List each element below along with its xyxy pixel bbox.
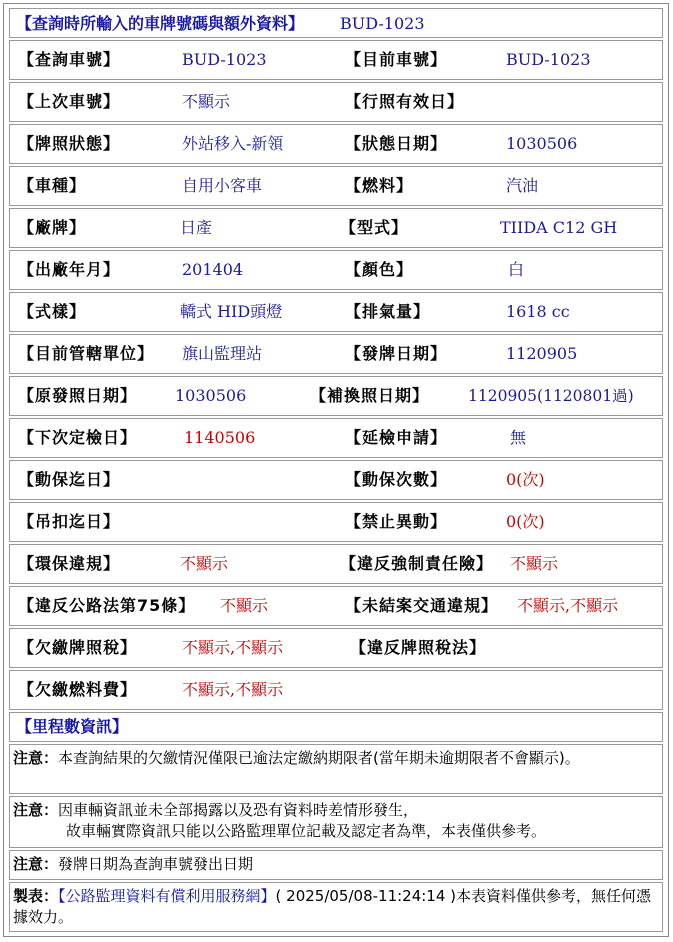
label: 【行照有效日】 <box>345 92 465 111</box>
note-label: 製表： <box>13 887 59 905</box>
value: 1140506 <box>184 428 256 447</box>
value: TIIDA C12 GH <box>500 218 618 237</box>
label: 【違反牌照稅法】 <box>350 638 487 657</box>
value: 1030506 <box>175 386 247 405</box>
note-text: 故車輛實際資訊只能以公路監理單位記載及認定者為準，本表僅供參考。 <box>66 822 547 840</box>
table-row <box>9 166 663 206</box>
value: 1120905 <box>506 344 578 363</box>
value: 不顯示 <box>180 554 229 573</box>
label: 【上次車號】 <box>18 92 121 111</box>
label: 【欠繳燃料費】 <box>18 680 138 699</box>
table-row <box>9 82 663 122</box>
note-row <box>9 796 663 848</box>
label: 【動保次數】 <box>345 470 448 489</box>
value: 不顯示,不顯示 <box>182 680 284 699</box>
table-row <box>9 208 663 248</box>
label: 【目前管轄單位】 <box>18 344 155 363</box>
value: 1618 cc <box>506 302 570 321</box>
table-row <box>9 334 663 374</box>
table-row <box>9 418 663 458</box>
value: BUD-1023 <box>506 50 591 69</box>
note-row <box>9 850 663 880</box>
note-text: 因車輛資訊並未全部揭露以及恐有資料時差情形發生， <box>58 801 419 819</box>
value: 不顯示 <box>220 596 269 615</box>
note-2-continued <box>66 821 660 842</box>
label: 【查詢車號】 <box>18 50 121 69</box>
title-label: 【查詢時所輸入的車牌號碼與額外資料】 <box>16 14 305 33</box>
value: BUD-1023 <box>182 50 267 69</box>
value: 白 <box>508 260 525 279</box>
label: 【欠繳牌照稅】 <box>18 638 138 657</box>
value: 不顯示 <box>182 92 231 111</box>
value: 外站移入-新領 <box>182 134 284 153</box>
label: 【延檢申請】 <box>345 428 448 447</box>
table-row <box>9 628 663 668</box>
table-row <box>9 460 663 500</box>
source-name: 【公路監理資料有償利用服務網】 <box>58 887 276 905</box>
value: 無 <box>510 428 527 447</box>
note-label: 注意： <box>13 749 59 767</box>
label: 【型式】 <box>340 218 409 237</box>
label: 【違反強制責任險】 <box>340 554 494 573</box>
table-row <box>9 124 663 164</box>
table-row <box>9 544 663 584</box>
value: 自用小客車 <box>182 176 263 195</box>
label: 【車種】 <box>18 176 87 195</box>
label: 【發牌日期】 <box>345 344 448 363</box>
label: 【式樣】 <box>18 302 87 321</box>
label: 【排氣量】 <box>345 302 431 321</box>
table-row <box>9 376 663 416</box>
label: 【補換照日期】 <box>310 386 430 405</box>
table-row <box>9 250 663 290</box>
label: 【顏色】 <box>345 260 414 279</box>
label: 【吊扣迄日】 <box>18 512 121 531</box>
table-row <box>9 670 663 710</box>
label: 【違反公路法第75條】 <box>18 596 196 615</box>
value: 汽油 <box>506 176 539 195</box>
note-text: 本表資料僅供參考，無任何憑據效力。 <box>13 887 652 926</box>
value: 不顯示,不顯示 <box>182 638 284 657</box>
value: 1030506 <box>506 134 578 153</box>
label: 【目前車號】 <box>345 50 448 69</box>
note-1 <box>13 748 655 769</box>
value: 日產 <box>180 218 213 237</box>
mileage-row <box>9 712 663 742</box>
value: 不顯示 <box>510 554 559 573</box>
note-3 <box>13 854 653 875</box>
note-row <box>9 744 663 794</box>
label: 【牌照狀態】 <box>18 134 121 153</box>
table-row <box>9 292 663 332</box>
table-row <box>9 502 663 542</box>
value: 不顯示,不顯示 <box>517 596 619 615</box>
note-label: 注意： <box>13 801 59 819</box>
value: 201404 <box>182 260 244 279</box>
note-text: 發牌日期為查詢車號發出日期 <box>58 855 254 873</box>
value: 1120905(1120801過) <box>468 387 634 405</box>
table-row <box>9 586 663 626</box>
value: 轎式 HID頭燈 <box>180 302 283 321</box>
table-row <box>9 40 663 80</box>
label: 【燃料】 <box>345 176 414 195</box>
value: 旗山監理站 <box>182 344 263 363</box>
value: 0(次) <box>506 470 545 489</box>
label: 【出廠年月】 <box>18 260 121 279</box>
title-row <box>9 8 663 38</box>
label: 【廠牌】 <box>18 218 87 237</box>
vehicle-info-table <box>3 3 669 937</box>
label: 【狀態日期】 <box>345 134 448 153</box>
title-plate: BUD-1023 <box>340 14 425 33</box>
note-label: 注意： <box>13 855 59 873</box>
label: 【動保迄日】 <box>18 470 121 489</box>
timestamp: ( 2025/05/08-11:24:14 ) <box>275 887 457 905</box>
label: 【原發照日期】 <box>18 386 138 405</box>
label: 【禁止異動】 <box>345 512 448 531</box>
note-4 <box>13 886 657 928</box>
label: 【環保違規】 <box>18 554 121 573</box>
label: 【下次定檢日】 <box>18 428 138 447</box>
value: 0(次) <box>506 512 545 531</box>
label: 【未結案交通違規】 <box>345 596 499 615</box>
note-text: 本查詢結果的欠繳情況僅限已逾法定繳納期限者(當年期未逾期限者不會顯示)。 <box>58 749 580 767</box>
mileage-heading: 【里程數資訊】 <box>16 717 129 736</box>
note-row <box>9 882 663 932</box>
note-2 <box>13 800 659 821</box>
